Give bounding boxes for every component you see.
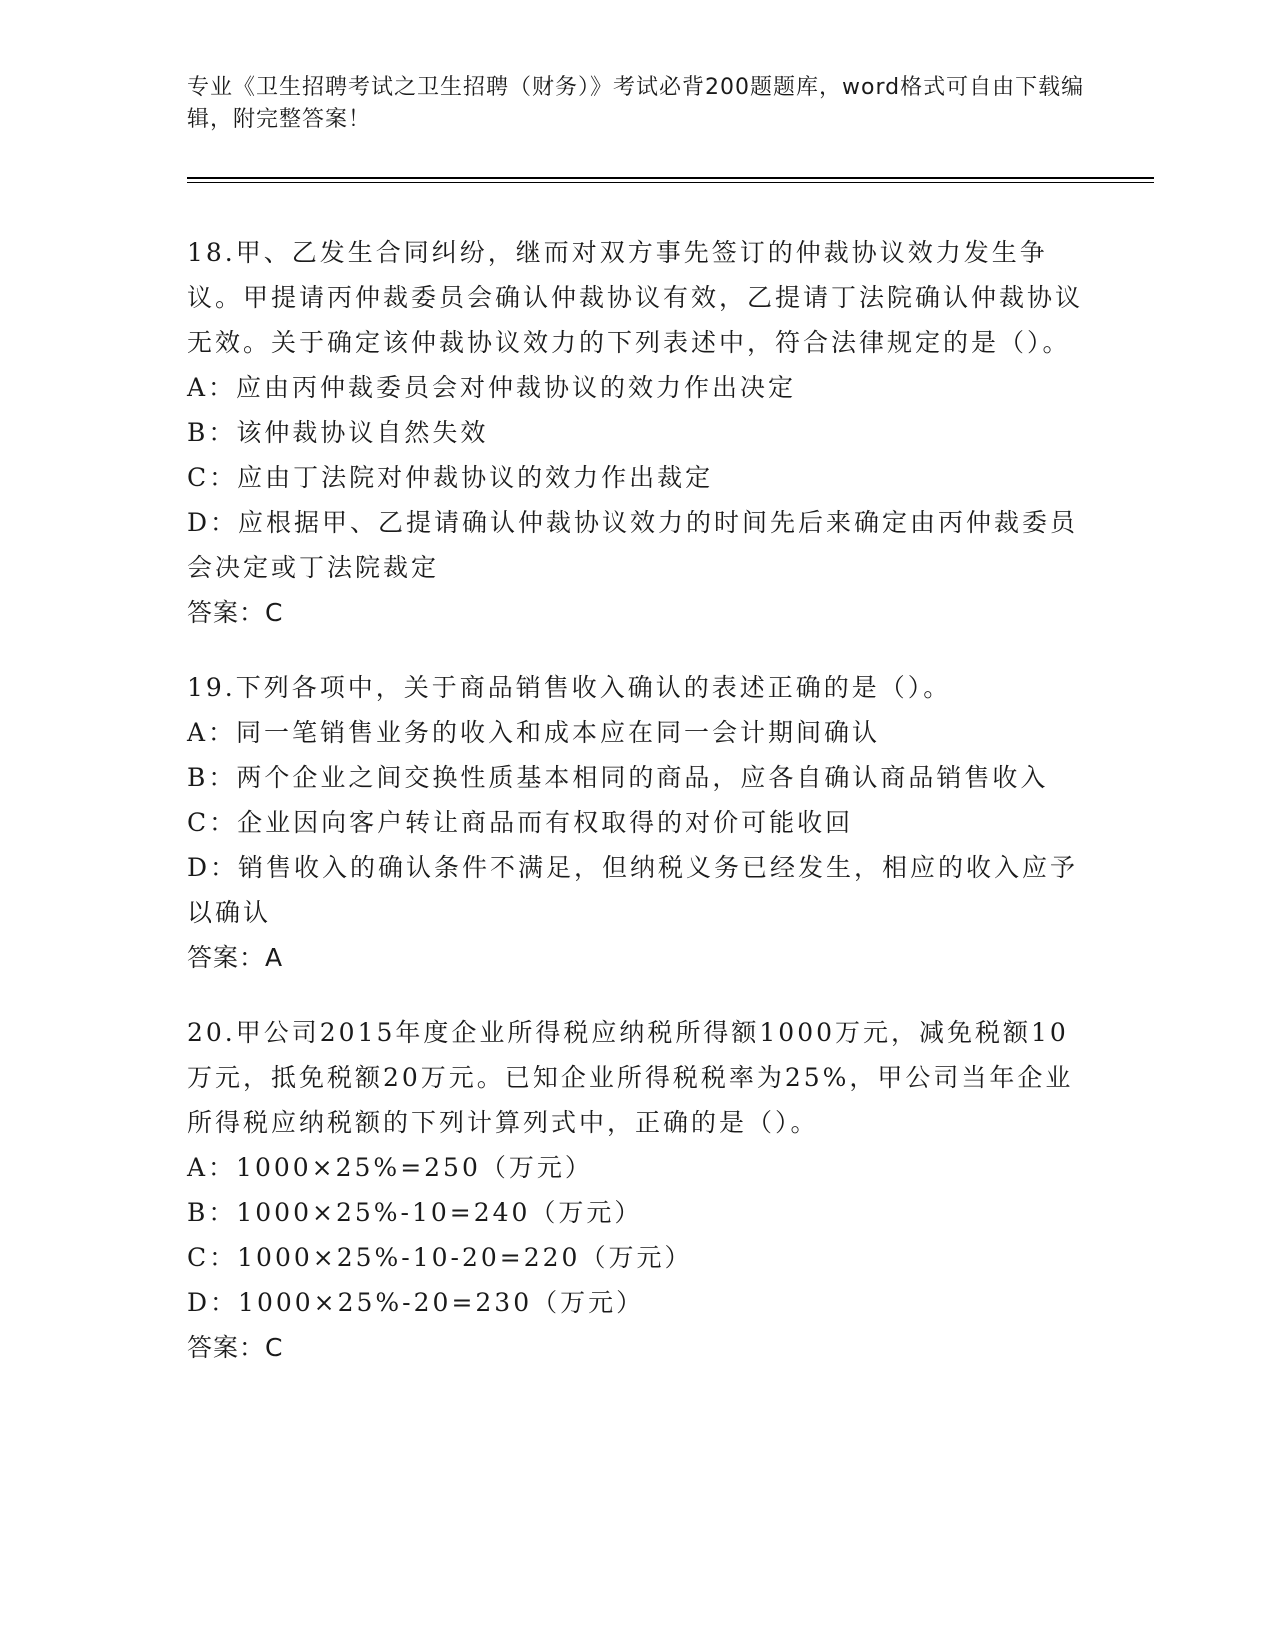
answer-label: 答案：C bbox=[187, 598, 284, 627]
option-b: B：两个企业之间交换性质基本相同的商品，应各自确认商品销售收入 bbox=[187, 763, 1049, 792]
option-a: A：同一笔销售业务的收入和成本应在同一会计期间确认 bbox=[187, 718, 881, 747]
option-d: D：应根据甲、乙提请确认仲裁协议效力的时间先后来确定由丙仲裁委员会决定或丁法院裁定 bbox=[187, 508, 1079, 582]
option-c: C：应由丁法院对仲裁协议的效力作出裁定 bbox=[187, 463, 714, 492]
question-list bbox=[187, 230, 1087, 1400]
question-stem: 20.甲公司2015年度企业所得税应纳税所得额1000万元，减免税额10万元，抵免税额20万元。已知企业所得税税率为25%，甲公司当年企业所得税应纳税额的下列计算列式中，正确的是（）。 bbox=[187, 1018, 1074, 1137]
option-b: B：该仲裁协议自然失效 bbox=[187, 418, 489, 447]
option-c: C：1000×25%-10-20=220（万元） bbox=[187, 1243, 693, 1272]
option-a: A：应由丙仲裁委员会对仲裁协议的效力作出决定 bbox=[187, 373, 797, 402]
answer-label: 答案：C bbox=[187, 1333, 284, 1362]
header-divider-thick bbox=[187, 177, 1154, 179]
answer-label: 答案：A bbox=[187, 943, 284, 972]
question-18 bbox=[187, 230, 1087, 635]
question-stem: 18.甲、乙发生合同纠纷，继而对双方事先签订的仲裁协议效力发生争议。甲提请丙仲裁委员会确认仲裁协议有效，乙提请丁法院确认仲裁协议无效。关于确定该仲裁协议效力的下列表述中，符合法律规定的是（）。 bbox=[187, 238, 1084, 357]
question-20 bbox=[187, 1010, 1087, 1370]
option-d: D：1000×25%-20=230（万元） bbox=[187, 1288, 645, 1317]
question-stem: 19.下列各项中，关于商品销售收入确认的表述正确的是（）。 bbox=[187, 673, 952, 702]
header-divider-thin bbox=[187, 182, 1154, 183]
option-b: B：1000×25%-10=240（万元） bbox=[187, 1198, 643, 1227]
option-d: D：销售收入的确认条件不满足，但纳税义务已经发生，相应的收入应予以确认 bbox=[187, 853, 1079, 927]
document-header: 专业《卫生招聘考试之卫生招聘（财务）》考试必背200题题库，word格式可自由下载编辑，附完整答案！ bbox=[187, 75, 1085, 132]
option-c: C：企业因向客户转让商品而有权取得的对价可能收回 bbox=[187, 808, 854, 837]
question-19 bbox=[187, 665, 1087, 980]
option-a: A：1000×25%=250（万元） bbox=[187, 1153, 593, 1182]
